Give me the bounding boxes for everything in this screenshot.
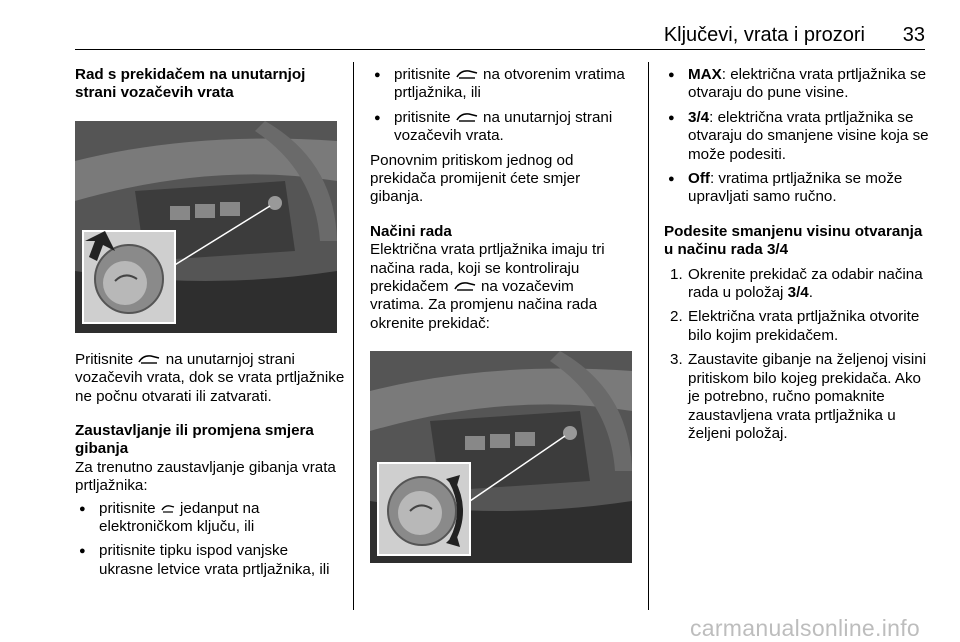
list-item: ● pritisnite jedanput na elektroničkom ključu, ili <box>75 500 345 537</box>
list-item: ● MAX: električna vrata prtljažnika se otvaraju do pune visine. <box>664 66 930 103</box>
section-heading: Zaustavljanje ili promjena smjera gibanja <box>75 422 314 458</box>
section-heading: Načini rada <box>370 222 452 240</box>
step-list <box>664 266 930 444</box>
list-item: ● pritisnite na unutarnjoj strani vozačevih vrata. <box>370 109 632 146</box>
list-item: ● pritisnite tipku ispod vanjske ukrasne letvice vrata prtljažnika, ili <box>75 542 345 579</box>
column-divider <box>648 62 649 610</box>
column-3 <box>664 66 930 449</box>
bullet-list <box>370 66 632 146</box>
paragraph: Pritisnite na unutarnjoj strani vozačevih vrata, dok se vrata prtljažnike ne počnu otvarati ili zatvarati. <box>75 350 345 405</box>
list-item: ● pritisnite na otvorenim vratima prtljažnika, ili <box>370 66 632 103</box>
chapter-title: Ključevi, vrata i prozori <box>663 24 865 46</box>
section-heading: Rad s prekidačem na unutarnjoj strani vozačevih vrata <box>75 66 306 102</box>
paragraph: Električna vrata prtljažnika imaju tri načina rada, koji se kontroliraju prekidačem na vozačevim vratima. Za promjenu načina rada okrenite prekidač: <box>370 241 605 332</box>
mode-switch-photo <box>370 351 632 563</box>
paragraph: Ponovnim pritiskom jednog od prekidača promijenit ćete smjer gibanja. <box>370 151 581 206</box>
tailgate-icon <box>455 67 479 81</box>
column-2 <box>370 66 632 563</box>
page-header <box>75 22 925 50</box>
list-item: ● Off: vratima prtljažnika se može upravljati samo ručno. <box>664 170 930 207</box>
tailgate-icon <box>453 279 477 293</box>
bullet-list <box>75 500 345 580</box>
bullet-list <box>664 66 930 207</box>
watermark: carmanualsonline.info <box>689 615 920 641</box>
tailgate-icon <box>137 352 161 366</box>
paragraph: Za trenutno zaustavljanje gibanja vrata prtljažnika: <box>75 458 336 495</box>
list-item: 2. Električna vrata prtljažnika otvorite bilo kojim prekidačem. <box>670 308 920 344</box>
column-1 <box>75 66 345 585</box>
door-switch-photo <box>75 121 337 333</box>
list-item: 1. Okrenite prekidač za odabir načina rada u položaj 3/4. <box>670 265 923 302</box>
key-tailgate-icon <box>160 501 176 515</box>
list-item: 3. Zaustavite gibanje na željenoj visini pritiskom bilo kojeg prekidača. Ako je potrebno, ručno pomaknite zaustavljena vrata prtljažnika u željeni položaj. <box>670 351 927 442</box>
list-item: ● 3/4: električna vrata prtljažnika se otvaraju do smanjene visine koja se može podesiti. <box>664 109 930 164</box>
page-number: 33 <box>902 24 925 46</box>
tailgate-icon <box>455 110 479 124</box>
section-heading: Podesite smanjenu visinu otvaranja u načinu rada 3/4 <box>664 222 923 259</box>
column-divider <box>353 62 354 610</box>
